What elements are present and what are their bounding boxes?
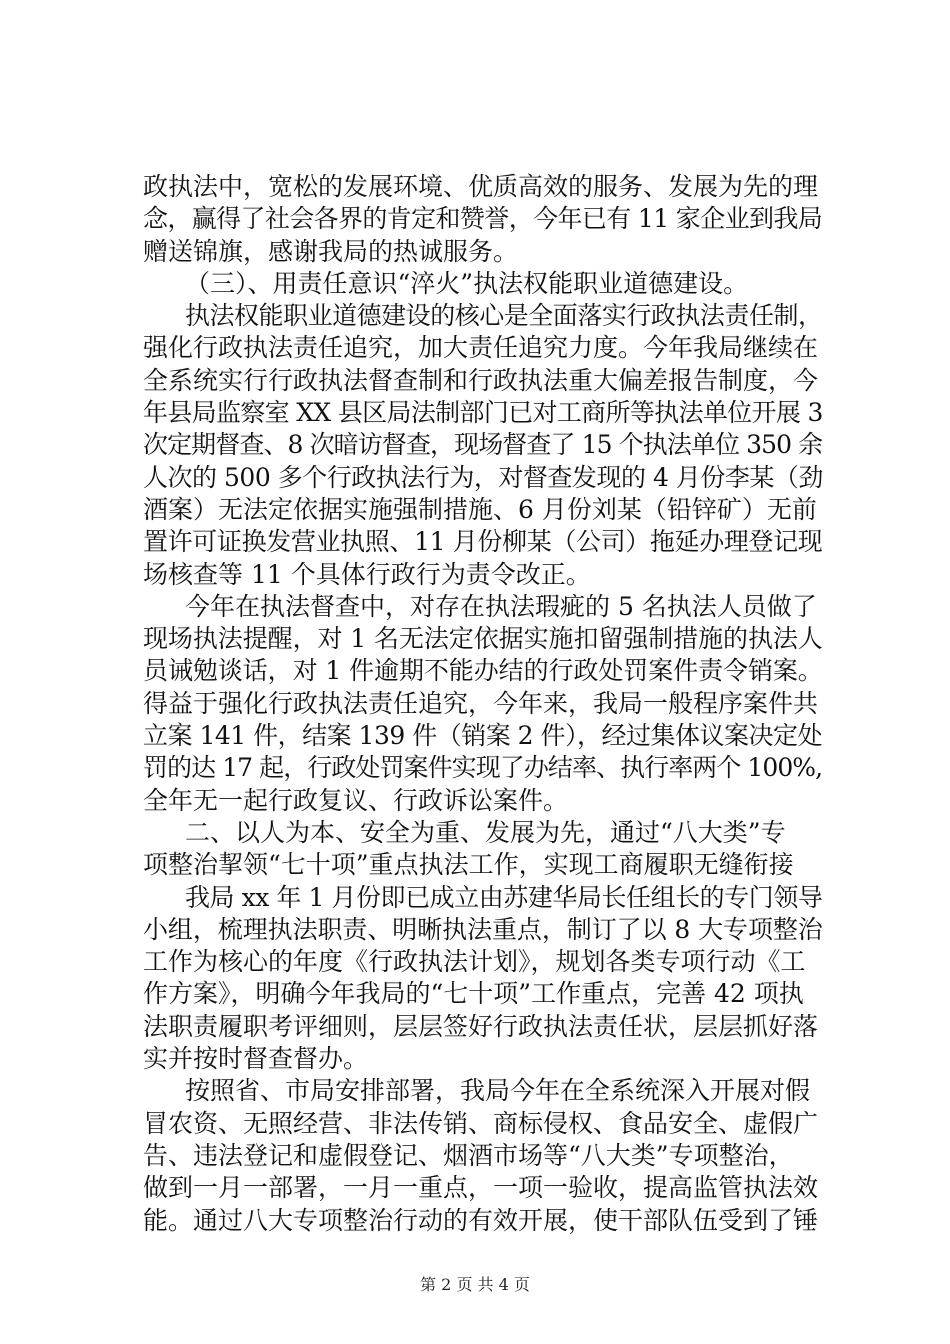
text-line: 按照省、市局安排部署，我局今年在全系统深入开展对假 (185, 1076, 811, 1106)
text-line: 人次的 500 多个行政执法行为，对督查发现的 4 月份李某（劲 (143, 462, 823, 492)
text-line: 得益于强化行政执法责任追究，今年来，我局一般程序案件共 (143, 688, 819, 718)
text-line: 告、违法登记和虚假登记、烟酒市场等“八大类”专项整治， (143, 1140, 794, 1170)
text-line: 场核查等 11 个具体行政行为责令改正。 (143, 559, 591, 589)
text-line: 执法权能职业道德建设的核心是全面落实行政执法责任制， (185, 301, 823, 331)
text-line: 员诫勉谈话，对 1 件逾期不能办结的行政处罚案件责令销案。 (143, 656, 823, 686)
text-line: 二、以人为本、安全为重、发展为先，通过“八大类”专 (185, 817, 786, 847)
text-line: 强化行政执法责任追究，加大责任追究力度。今年我局继续在 (143, 333, 819, 363)
text-line: 今年在执法督查中，对存在执法瑕疵的 5 名执法人员做了 (185, 591, 817, 621)
text-line: 我局 xx 年 1 月份即已成立由苏建华局长任组长的专门领导 (185, 882, 823, 912)
text-line: 念，赢得了社会各界的肯定和赞誉，今年已有 11 家企业到我局 (143, 204, 823, 234)
text-line: 小组，梳理执法职责、明晰执法重点，制订了以 8 大专项整治 (143, 914, 823, 944)
text-line: 法职责履职考评细则，层层签好行政执法责任状，层层抓好落 (143, 1011, 819, 1041)
text-line: 置许可证换发营业执照、11 月份柳某（公司）拖延办理登记现 (143, 527, 823, 557)
text-line: （三）、用责任意识“淬火”执法权能职业道德建设。 (185, 268, 749, 298)
page-footer (0, 1275, 950, 1295)
text-line: 次定期督查、8 次暗访督查，现场督查了 15 个执法单位 350 余 (143, 430, 823, 460)
document-body (143, 171, 823, 1237)
text-line: 实并按时督查督办。 (143, 1044, 369, 1074)
text-line: 全系统实行行政执法督查制和行政执法重大偏差报告制度，今 (143, 365, 819, 395)
text-line: 立案 141 件，结案 139 件（销案 2 件），经过集体议案决定处 (143, 721, 823, 751)
text-line: 现场执法提醒，对 1 名无法定依据实施扣留强制措施的执法人 (143, 624, 823, 654)
text-line: 全年无一起行政复议、行政诉讼案件。 (143, 785, 569, 815)
text-line: 项整治挈领“七十项”重点执法工作，实现工商履职无缝衔接 (143, 850, 794, 880)
text-line: 做到一月一部署，一月一重点，一项一验收，提高监管执法效 (143, 1173, 819, 1203)
text-line: 年县局监察室 XX 县区局法制部门已对工商所等执法单位开展 3 (143, 398, 823, 428)
text-line: 能。通过八大专项整治行动的有效开展，使干部队伍受到了锤 (143, 1205, 819, 1235)
text-line: 作方案》，明确今年我局的“七十项”工作重点，完善 42 项执 (143, 979, 804, 1009)
text-line: 政执法中，宽松的发展环境、优质高效的服务、发展为先的理 (143, 172, 819, 201)
text-line: 罚的达 17 起，行政处罚案件实现了办结率、执行率两个 100%, (143, 753, 823, 783)
text-line: 酒案）无法定依据实施强制措施、6 月份刘某（铅锌矿）无前 (143, 494, 817, 524)
text-line: 工作为核心的年度《行政执法计划》，规划各类专项行动《工 (143, 947, 806, 977)
text-line: 冒农资、无照经营、非法传销、商标侵权、食品安全、虚假广 (143, 1108, 819, 1138)
page-number-label: 第 2 页 共 4 页 (420, 1275, 530, 1294)
text-line: 赠送锦旗，感谢我局的热诚服务。 (143, 236, 519, 266)
